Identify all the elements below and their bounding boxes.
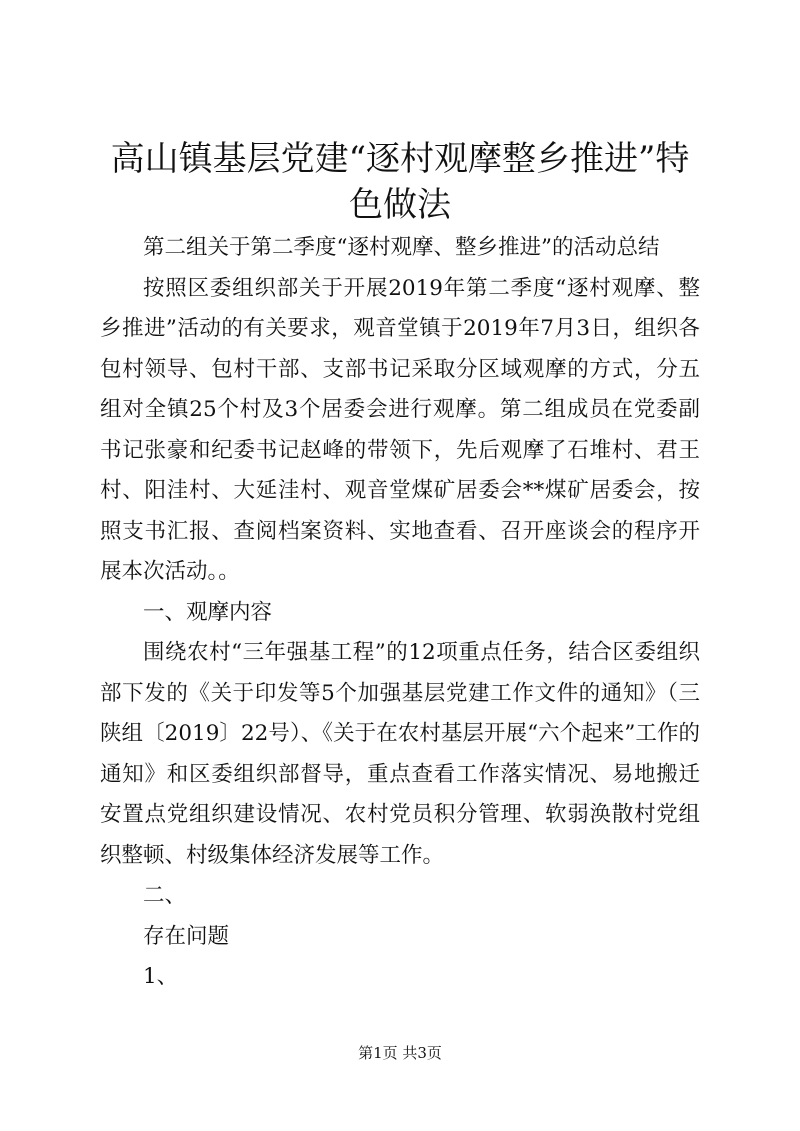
paragraph-observation-content: 围绕农村“三年强基工程”的12项重点任务，结合区委组织部下发的《关于印发等5个加强基层党建工作文件的通知》（三陕组〔2019〕22号）、《关于在农村基层开展“六个起来”工作的通知》和区委组织部督导，重点查看工作落实情况、易地搬迁安置点党组织建设情况、农村党员积分管理、软弱涣散村党组织整顿、村级集体经济发展等工作。 xyxy=(100,640,700,868)
section-heading-two: 二、 xyxy=(143,883,187,908)
list-item-1: 1、 xyxy=(143,964,179,989)
paragraph-intro: 按照区委组织部关于开展2019年第二季度“逐村观摩、整乡推进”活动的有关要求，观音堂镇于2019年7月3日，组织各包村领导、包村干部、支部书记采取分区域观摩的方式，分五组对全镇25个村及3个居委会进行观摩。第二组成员在党委副书记张豪和纪委书记赵峰的带领下，先后观摩了石堆村、君王村、阳洼村、大延洼村、观音堂煤矿居委会**煤矿居委会，按照支书汇报、查阅档案资料、实地查看、召开座谈会的程序开展本次活动。。 xyxy=(100,275,700,584)
document-body xyxy=(100,228,700,998)
document-title: 高山镇基层党建“逐村观摩整乡推进”特色做法 xyxy=(110,139,690,225)
page-number-footer: 第1页 共3页 xyxy=(358,1044,442,1062)
paragraph-subtitle: 第二组关于第二季度“逐村观摩、整乡推进”的活动总结 xyxy=(143,235,660,260)
section-heading-problems: 存在问题 xyxy=(143,923,230,949)
section-heading-observation: 一、观摩内容 xyxy=(143,599,273,625)
